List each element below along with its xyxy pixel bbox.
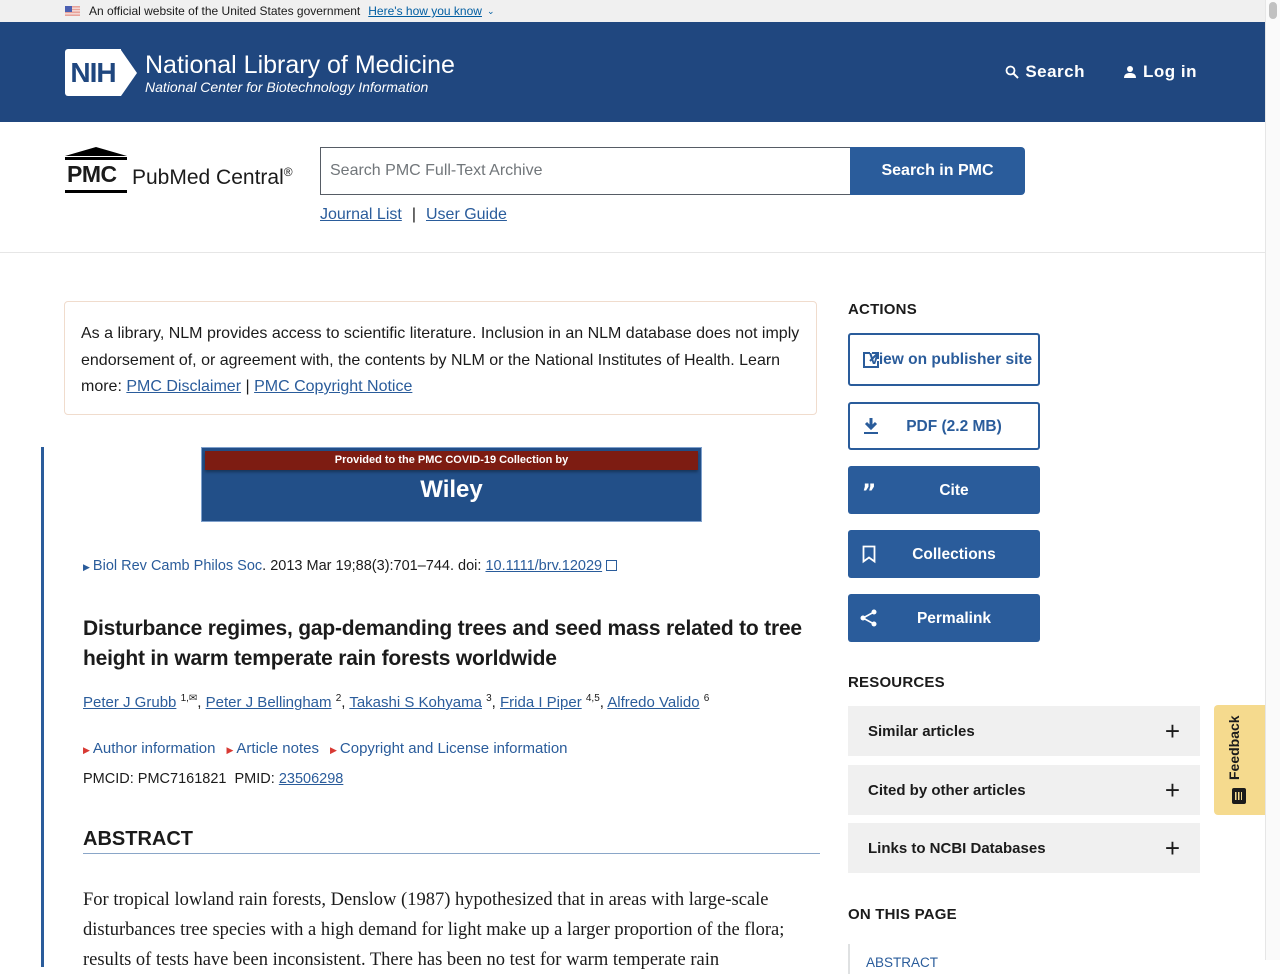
learn-more-label: Learn more: xyxy=(81,351,781,395)
feedback-icon xyxy=(1232,788,1246,804)
permalink-label: Permalink xyxy=(916,609,992,627)
nlm-disclaimer: As a library, NLM provides access to scientific literature. Inclusion in an NLM database does not imply endorsement of, or agreement with, the contents by NLM or the National Institutes of Health. Learn more: PMC Disclaimer | PMC Copyright Notice xyxy=(64,301,817,415)
permalink-button[interactable] xyxy=(848,594,1040,642)
pmcid: PMCID: PMC7161821 xyxy=(83,771,227,787)
chevron-down-icon[interactable]: ⌄ xyxy=(486,5,495,16)
pmc-logo[interactable]: PMC PubMed Central® xyxy=(65,147,293,195)
gov-banner-text: An official website of the United States government xyxy=(89,4,361,18)
gov-banner xyxy=(0,0,1265,22)
header-search-label: Search xyxy=(1025,62,1086,81)
expand-triangle-icon: ▶ xyxy=(83,745,90,755)
pdf-download-button[interactable] xyxy=(848,402,1040,450)
collections-button[interactable] xyxy=(848,530,1040,578)
pmc-copyright-notice-link[interactable]: PMC Copyright Notice xyxy=(254,378,413,395)
plus-icon: + xyxy=(1164,775,1180,805)
journal-link[interactable]: Biol Rev Camb Philos Soc xyxy=(92,558,263,574)
cite-label: Cite xyxy=(939,481,969,499)
feedback-label: Feedback xyxy=(1226,715,1242,780)
us-flag-icon xyxy=(65,6,80,16)
view-on-publisher-button[interactable] xyxy=(848,333,1040,386)
feedback-button[interactable] xyxy=(1214,705,1265,815)
login-label: Log in xyxy=(1143,62,1197,81)
pmid-link[interactable]: 23506298 xyxy=(278,771,344,787)
disclaimer-text: As a library, NLM provides access to scientific literature. Inclusion in an NLM database does not imply endorsement of, or agreement with, the contents by NLM or the National Institutes of Health. xyxy=(81,325,800,369)
ncbi-links-label: Links to NCBI Databases xyxy=(868,839,1046,857)
author-link[interactable]: Peter J Grubb xyxy=(83,694,177,711)
user-guide-link[interactable]: User Guide xyxy=(425,206,507,223)
separator: | xyxy=(411,206,416,223)
ncbi-subtitle: National Center for Biotechnology Information xyxy=(145,78,429,95)
actions-heading: ACTIONS xyxy=(848,301,917,318)
heres-how-you-know-link[interactable]: Here's how you know xyxy=(368,4,482,18)
author-information-toggle[interactable]: ▶ Author information xyxy=(83,740,216,757)
cited-by-accordion[interactable] xyxy=(848,765,1200,815)
article-notes-toggle[interactable]: ▶ Article notes xyxy=(226,740,319,757)
pmc-nav-links xyxy=(320,206,507,224)
share-icon xyxy=(860,609,878,627)
pmid-label: PMID: xyxy=(234,771,275,787)
expand-triangle-icon[interactable]: ▶ xyxy=(83,562,90,572)
cited-by-label: Cited by other articles xyxy=(868,781,1026,799)
author-list: Peter J Grubb $^{1,✉}$, Peter J Bellingham $^2$, Takashi S Kohyama $^3$, Frida I Piper $^{4,5}$, Alfredo Valido $^6$ xyxy=(83,693,710,711)
external-link-icon xyxy=(862,351,880,369)
similar-articles-label: Similar articles xyxy=(868,722,975,740)
citation-details: . 2013 Mar 19;88(3):701–744. doi: xyxy=(262,558,486,574)
header-search-button[interactable] xyxy=(1005,62,1085,82)
vertical-scrollbar[interactable] xyxy=(1265,0,1280,960)
nlm-title: National Library of Medicine xyxy=(145,50,455,79)
expand-triangle-icon: ▶ xyxy=(226,745,234,755)
pdf-label: PDF (2.2 MB) xyxy=(906,417,1002,435)
plus-icon: + xyxy=(1164,716,1180,746)
user-icon xyxy=(1123,65,1137,79)
author-link[interactable]: Alfredo Valido xyxy=(607,694,700,711)
collections-label: Collections xyxy=(912,545,996,563)
resources-heading: RESOURCES xyxy=(848,674,945,691)
author-link[interactable]: Peter J Bellingham xyxy=(205,694,332,711)
pmc-header xyxy=(0,122,1265,253)
pmc-logo-name: PubMed Central xyxy=(132,166,284,189)
toc-abstract-link[interactable]: ABSTRACT xyxy=(866,955,939,970)
nih-logo-mark: NIH xyxy=(65,49,121,96)
article-body xyxy=(41,447,821,970)
copyright-license-toggle[interactable]: ▶ Copyright and License information xyxy=(329,740,568,757)
author-link[interactable]: Frida I Piper xyxy=(500,694,582,711)
on-this-page-nav xyxy=(848,944,938,974)
nih-logo-chevron xyxy=(121,50,137,96)
quote-icon: ” xyxy=(861,480,877,506)
view-on-publisher-label: View on publisher site xyxy=(868,351,1033,368)
doi-link[interactable]: 10.1111/brv.12029 xyxy=(485,558,603,574)
bookmark-icon xyxy=(860,545,878,563)
cite-button[interactable] xyxy=(848,466,1040,514)
pmc-search-input[interactable] xyxy=(320,147,850,195)
search-in-pmc-button[interactable]: Search in PMC xyxy=(850,147,1025,195)
expand-triangle-icon: ▶ xyxy=(329,745,337,755)
abstract-heading: ABSTRACT xyxy=(83,828,820,854)
pmc-search-form xyxy=(320,147,1025,195)
download-icon xyxy=(862,417,880,435)
article-citation xyxy=(83,558,617,574)
ncbi-links-accordion[interactable] xyxy=(848,823,1200,873)
external-link-icon xyxy=(606,560,617,571)
similar-articles-accordion[interactable] xyxy=(848,706,1200,756)
scrollbar-thumb[interactable] xyxy=(1269,2,1277,19)
login-button[interactable] xyxy=(1123,62,1197,82)
article-title: Disturbance regimes, gap-demanding trees and seed mass related to tree height in warm temperate rain forests worldwide xyxy=(83,617,802,670)
nih-logo[interactable] xyxy=(65,49,455,96)
covid-banner-strip: Provided to the PMC COVID-19 Collection by xyxy=(205,451,698,470)
on-this-page-heading: ON THIS PAGE xyxy=(848,906,957,923)
search-icon xyxy=(1005,65,1019,79)
pmc-disclaimer-link[interactable]: PMC Disclaimer xyxy=(126,378,242,395)
nih-header xyxy=(0,22,1265,122)
covid-collection-banner[interactable] xyxy=(201,447,702,522)
publisher-name: Wiley xyxy=(420,476,483,503)
pmc-logo-mark: PMC xyxy=(65,147,127,195)
author-link[interactable]: Takashi S Kohyama xyxy=(349,694,482,711)
journal-list-link[interactable]: Journal List xyxy=(320,206,402,223)
plus-icon: + xyxy=(1164,833,1180,863)
abstract-text: For tropical lowland rain forests, Denslow (1987) hypothesized that in areas with large-scale disturbances tree species with a high demand for light make up a larger proportion of the flora; results of tests have been inconsistent. There has been no test for warm temperate rain xyxy=(83,890,785,970)
article-ids xyxy=(83,771,343,787)
article-info-links xyxy=(83,740,568,757)
